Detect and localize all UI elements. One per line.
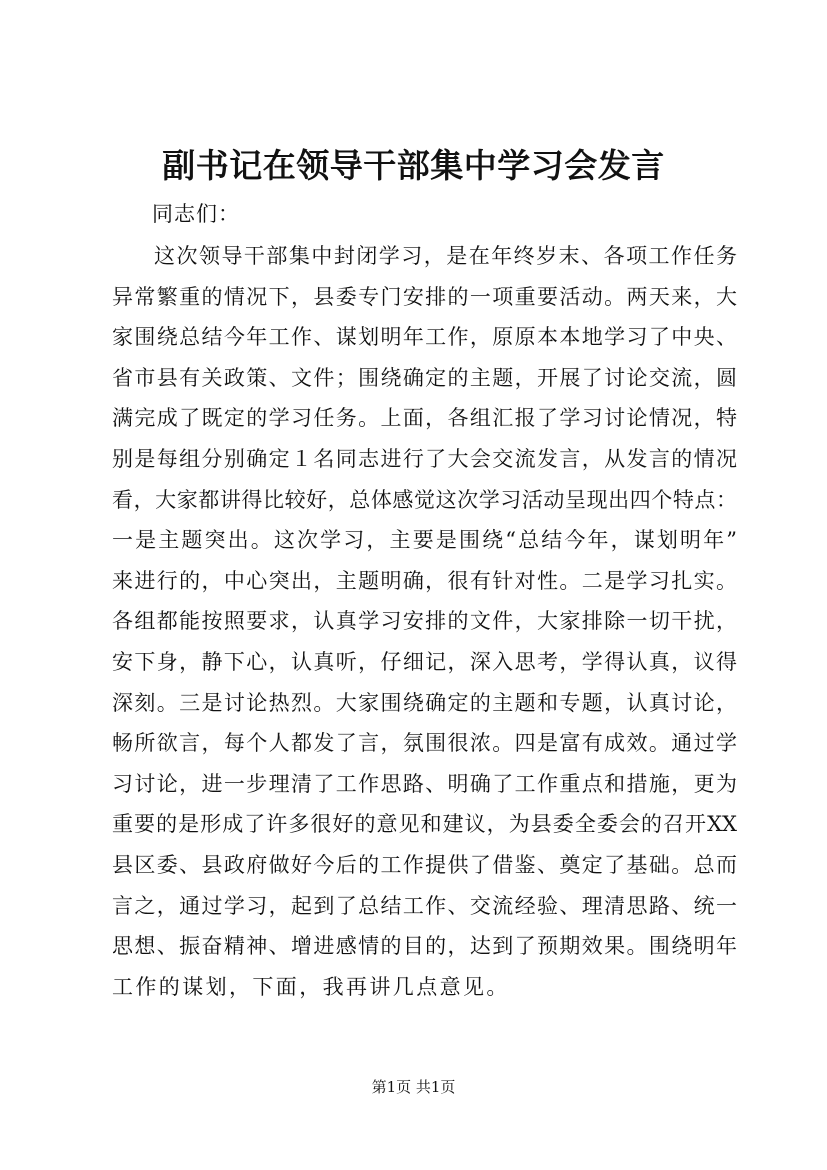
paragraph-line: 工作的谋划，下面，我再讲几点意见。 <box>112 974 510 999</box>
paragraph-line: 家围绕总结今年工作、谋划明年工作，原原本本地学习了中央、 <box>112 325 737 350</box>
page-number-footer: 第1页 共1页 <box>371 1078 456 1096</box>
paragraph-line: 重要的是形成了许多很好的意见和建议，为县委全委会的召开XX <box>112 812 737 837</box>
paragraph-line: 这次领导干部集中封闭学习，是在年终岁末、各项工作任务 <box>154 244 737 268</box>
document-title: 副书记在领导干部集中学习会发言 <box>162 146 665 185</box>
salutation: 同志们： <box>152 202 240 226</box>
paragraph-line: 畅所欲言，每个人都发了言，氛围很浓。四是富有成效。通过学 <box>112 731 737 756</box>
paragraph-line: 习讨论，进一步理清了工作思路、明确了工作重点和措施，更为 <box>112 771 737 796</box>
paragraph-line: 满完成了既定的学习任务。上面，各组汇报了学习讨论情况，特 <box>112 406 737 431</box>
paragraph-line: 别是每组分别确定１名同志进行了大会交流发言，从发言的情况 <box>112 446 737 471</box>
paragraph-line: 省市县有关政策、文件；围绕确定的主题，开展了讨论交流，圆 <box>112 365 737 390</box>
paragraph-line: 看，大家都讲得比较好，总体感觉这次学习活动呈现出四个特点： <box>112 487 737 512</box>
paragraph-line: 思想、振奋精神、增进感情的目的，达到了预期效果。围绕明年 <box>112 934 737 959</box>
paragraph-line: 县区委、县政府做好今后的工作提供了借鉴、奠定了基础。总而 <box>112 852 737 877</box>
paragraph-line: 来进行的，中心突出，主题明确，很有针对性。二是学习扎实。 <box>112 568 737 593</box>
paragraph-line: 安下身，静下心，认真听，仔细记，深入思考，学得认真，议得 <box>112 649 737 674</box>
paragraph-line: 言之，通过学习，起到了总结工作、交流经验、理清思路、统一 <box>112 893 737 918</box>
paragraph-line: 异常繁重的情况下，县委专门安排的一项重要活动。两天来，大 <box>112 284 737 309</box>
body-paragraph <box>112 236 737 1007</box>
paragraph-line: 一是主题突出。这次学习，主要是围绕“总结今年，谋划明年” <box>112 528 737 553</box>
paragraph-line: 深刻。三是讨论热烈。大家围绕确定的主题和专题，认真讨论， <box>112 690 737 715</box>
paragraph-line: 各组都能按照要求，认真学习安排的文件，大家排除一切干扰， <box>112 609 737 634</box>
